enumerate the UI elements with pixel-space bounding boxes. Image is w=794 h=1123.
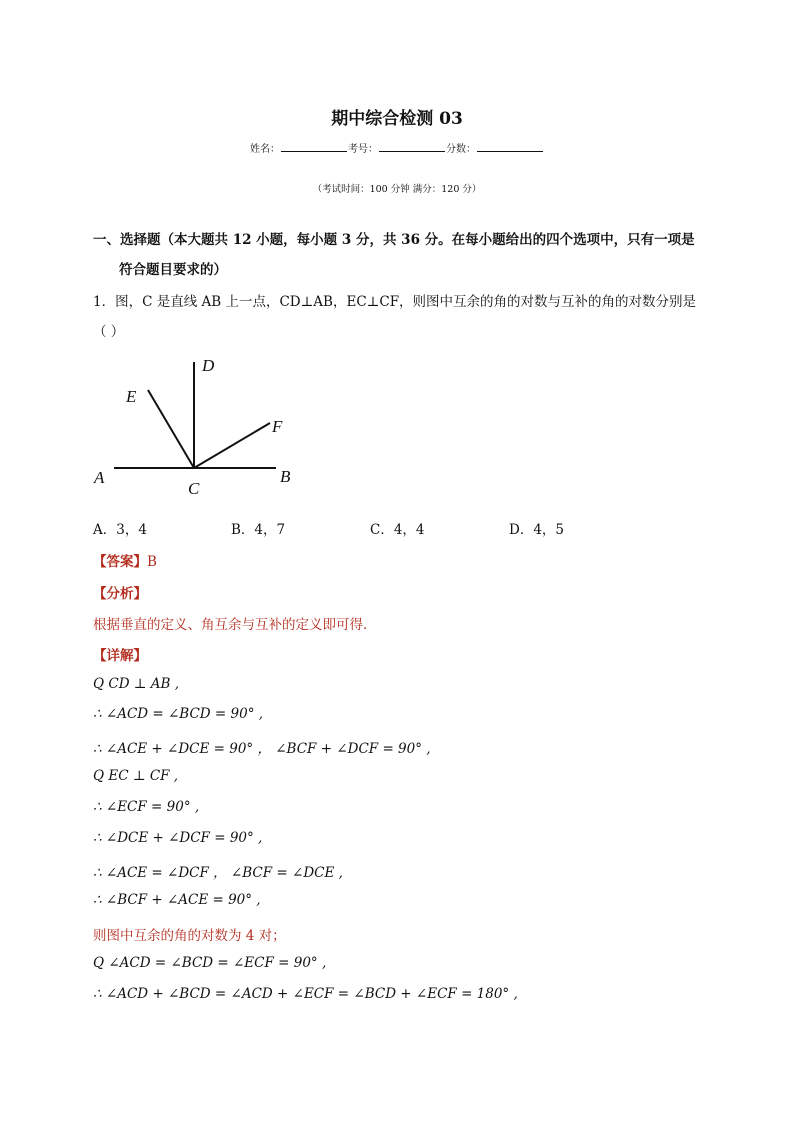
section-heading-line2: 符合题目要求的） [119, 262, 227, 278]
option-d[interactable]: D．4，5 [509, 522, 565, 538]
step-6: ∴ ∠DCE + ∠DCF = 90° , [93, 830, 263, 846]
score-label: 分数： [446, 144, 476, 155]
name-label: 姓名： [250, 144, 280, 155]
page-title: 期中综合检测 03 [331, 109, 463, 129]
answer-value: B [147, 554, 157, 570]
step-4: Q EC ⊥ CF , [93, 768, 179, 784]
exam-no-blank[interactable] [379, 142, 445, 152]
step-10: ∴ ∠ACD + ∠BCD = ∠ACD + ∠ECF = ∠BCD + ∠ECF = 180° , [93, 986, 518, 1002]
question-1-text: 1．图，C 是直线 AB 上一点，CD⊥AB，EC⊥CF，则图中互余的角的对数与互补的角的对数分别是 [93, 294, 697, 310]
geometry-figure [90, 350, 310, 500]
label-d: D [202, 356, 215, 375]
ray-ce [148, 390, 194, 468]
ray-cf [194, 423, 270, 468]
option-a[interactable]: A．3，4 [93, 522, 147, 538]
step-9: Q ∠ACD = ∠BCD = ∠ECF = 90° , [93, 955, 327, 971]
label-c: C [188, 479, 200, 498]
option-c[interactable]: C．4，4 [370, 522, 425, 538]
answer-line [93, 550, 157, 570]
detail-tag: 【详解】 [93, 648, 147, 664]
score-blank[interactable] [477, 142, 543, 152]
label-a: A [94, 468, 105, 487]
question-1-paren: （ ） [93, 324, 125, 340]
step-5: ∴ ∠ECF = 90° , [93, 799, 200, 815]
complement-conclusion: 则图中互余的角的对数为 4 对； [93, 928, 286, 944]
section-heading-line1: 一、选择题（本大题共 12 小题，每小题 3 分，共 36 分。在每小题给出的四个选项中，只有一项是 [93, 232, 695, 248]
step-1: Q CD ⊥ AB , [93, 676, 180, 692]
label-b: B [280, 467, 291, 486]
option-b[interactable]: B．4，7 [231, 522, 286, 538]
answer-tag: 【答案】 [93, 554, 147, 570]
student-info-line [0, 140, 794, 155]
step-3: ∴ ∠ACE + ∠DCE = 90° ， ∠BCF + ∠DCF = 90° , [93, 741, 431, 757]
step-8: ∴ ∠BCF + ∠ACE = 90° , [93, 892, 261, 908]
analysis-tag: 【分析】 [93, 586, 147, 602]
analysis-text: 根据垂直的定义、角互余与互补的定义即可得． [93, 617, 377, 633]
step-7: ∴ ∠ACE = ∠DCF ， ∠BCF = ∠DCE , [93, 865, 343, 881]
label-e: E [126, 387, 137, 406]
exam-no-label: 考号： [348, 144, 378, 155]
exam-time-note: （考试时间：100 分钟 满分：120 分） [312, 184, 482, 195]
label-f: F [272, 417, 283, 436]
step-2: ∴ ∠ACD = ∠BCD = 90° , [93, 706, 264, 722]
name-blank[interactable] [281, 142, 347, 152]
